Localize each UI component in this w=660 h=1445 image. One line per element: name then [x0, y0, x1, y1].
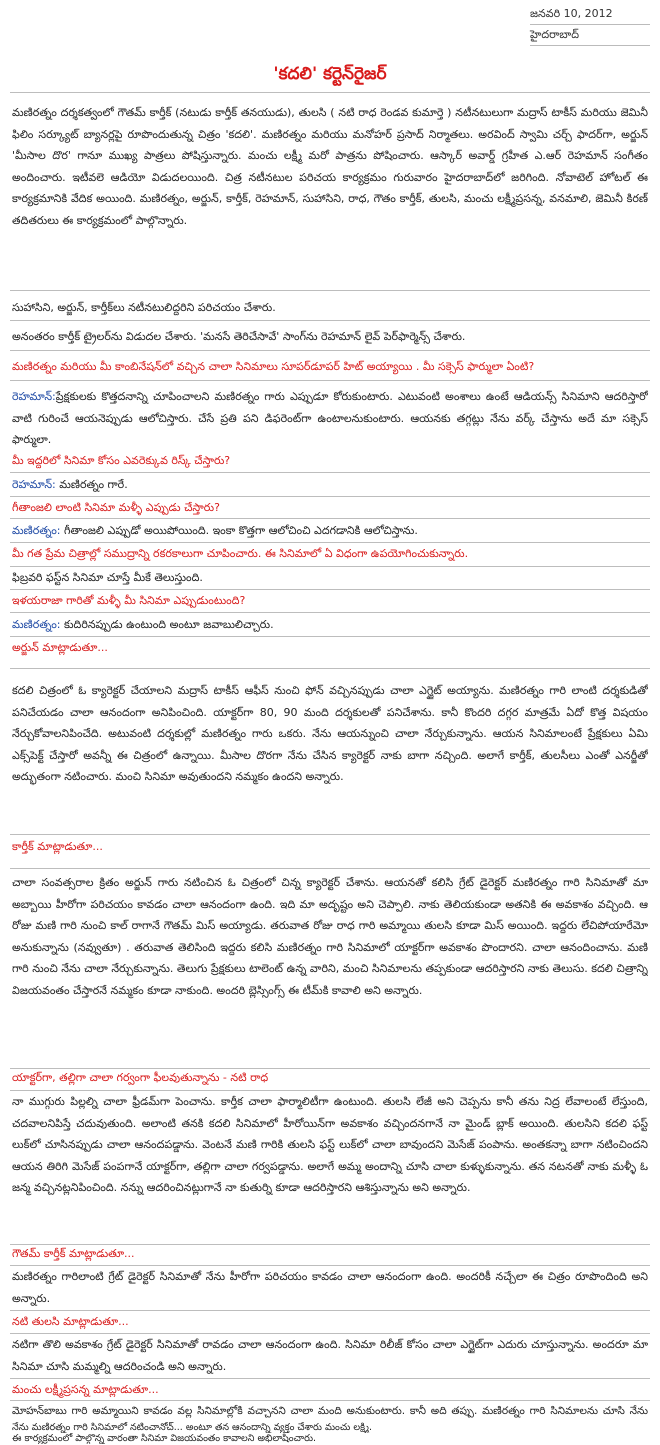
- intro-paragraph-2: సుహాసిని, అర్జున్, కార్తీక్‌లు నటీనటులిద్దరిని పరిచయం చేశారు.: [12, 301, 276, 314]
- answer-text: మణిరత్నం గారే.: [59, 478, 128, 491]
- gautham-paragraph: మణిరత్నం గారిలాంటి గ్రేట్ డైరెక్టర్ సినిమాతో నేను హీరోగా పరిచయం కావడం చాలా ఆనందంగా ఉంది. అందరికీ నచ్చేలా ఈ చిత్రం రూపొందింది అని అన్నారు.: [12, 1270, 648, 1305]
- divider: [10, 92, 650, 93]
- intro-paragraph-3: అనంతరం కార్తీక్ ట్రైలర్‌ను విడుదల చేశారు. 'మనసే తెరిచేసావే' సాంగ్‌ను రెహమాన్ లైవ్ పెర్‌ఫార్మెన్స్ చేశారు.: [12, 330, 466, 343]
- speaker-label: రెహమాన్:: [12, 390, 56, 403]
- answer-3: [12, 520, 648, 542]
- article-title: 'కదలి' కర్టెన్‌రైజర్: [273, 64, 387, 84]
- closing-paragraph: ఈ కార్యక్రమంలో పాల్గొన్న వారంతా సినిమా విజయవంతం కావాలని అభిలాషించారు.: [12, 1433, 317, 1444]
- answer-text: కుదిరినప్పుడు ఉంటుంది అంటూ జవాబులిచ్చారు.: [64, 618, 274, 631]
- article-place: హైదరాబాద్: [530, 25, 650, 46]
- intro-paragraph: మణిరత్నం దర్శకత్వంలో గౌతమ్ కార్తీక్ (నటుడు కార్తీక్ తనయుడు), తులసి ( నటి రాధ రెండవ కుమార్తె ) నటీనటులుగా మద్రాస్ టాకీస్ మరియు జెమినీ ఫిలిం సర్క్యూట్ బ్యానర్లపై రూపొందుతున్న చిత్రం 'కదలి'. మణిరత్నం మరియు మనోహర్ ప్రసాద్ నిర్మాతలు. అరవింద్ స్వామి చర్చ్ ఫాదర్‌గా, అర్జున్ 'మీసాల దొర' గానూ ముఖ్య పాత్రలు పోషిస్తున్నారు. మంచు లక్ష్మీ మరో పాత్రను పోషించారు. ఆస్కార్ అవార్డ్ గ్రహీత ఎ.ఆర్ రెహమాన్ సంగీతం అందించారు. ఇటీవలె ఆడియో విడుదలయింది. చిత్ర నటీనటుల పరిచయ కార్యక్రమం గురువారం హైదరాబాద్‌లో జరిగింది. నోవాటెల్ హోటల్ ఈ కార్యక్రమానికి వేదిక అయింది. మణిరత్నం, అర్జున్, కార్తీక్, రెహమాన్, సుహాసిని, రాధ, గౌతం కార్తీక్, తులసి, మంచు లక్ష్మీప్రసన్న, వనమాలి, జెమినీ కిరణ్ తదితరులు ఈ కార్యక్రమంలో పాల్గొన్నారు.: [12, 106, 648, 227]
- divider: [10, 290, 650, 291]
- radha-heading-name: - నటి రాధ: [219, 1071, 269, 1084]
- divider: [10, 868, 650, 869]
- gautham-heading: గౌతమ్ కార్తీక్ మాట్లాడుతూ...: [12, 1247, 135, 1260]
- karthik-heading: కార్తీక్ మాట్లాడుతూ...: [12, 840, 103, 853]
- answer-text: గీతాంజలి ఎప్పుడో అయిపోయింది. ఇంకా కొత్తగా ఆలోచించి ఎదగడానికి ఆలోచిస్తాను.: [64, 524, 418, 537]
- divider: [10, 320, 650, 321]
- question-5: ఇళయరాజా గారితో మళ్ళీ మీ సినిమా ఎప్పుడుంటుంది?: [12, 594, 246, 607]
- speaker-label: రెహమాన్:: [12, 478, 56, 491]
- divider: [10, 350, 650, 351]
- divider: [10, 472, 650, 473]
- radha-heading: [12, 1067, 648, 1089]
- divider: [10, 380, 650, 381]
- radha-heading-quote: యాక్టర్‌గా, తల్లిగా చాలా గర్వంగా ఫీలవుతున్నాను: [12, 1071, 220, 1084]
- question-1: మణిరత్నం మరియు మీ కాంబినేషన్‌లో వచ్చిన చాలా సినిమాలు సూపర్‌డూపర్ హిట్ అయ్యాయి . మీ సక్సెస్ ఫార్ములా ఏంటి?: [12, 360, 535, 373]
- lakshmi-paragraph: మోహన్‌బాబు గారి అమ్మాయిని కావడం వల్ల సినిమాల్లోకి వచ్చానని చాలా మంది అనుకుంటారు. కానీ అది తప్పు. మణిరత్నం గారి సినిమాలను చూసి నేను: [12, 1405, 648, 1417]
- lakshmi-paragraph-2: నేను మణిరత్నం గారి సినిమాలో నటించానోచ్... అంటూ తన ఆనందాన్ని వ్యక్తం చేశారు మంచు లక్ష్మి.: [12, 1422, 373, 1433]
- speaker-label: మణిరత్నం:: [12, 618, 61, 631]
- question-4: మీ గత ప్రేమ చిత్రాల్లో సముద్రాన్ని రకరకాలుగా చూపించారు. ఈ సినిమాలో ఏ విధంగా ఉపయోగించుకున్నారు.: [12, 547, 469, 560]
- speaker-label: మణిరత్నం:: [12, 524, 61, 537]
- divider: [10, 518, 650, 519]
- question-3: గీతాంజలి లాంటి సినిమా మళ్ళీ ఎప్పుడు చేస్తారు?: [12, 501, 220, 514]
- divider: [10, 834, 650, 835]
- divider: [10, 612, 650, 613]
- answer-4: ఫిబ్రవరి ఫస్ట్‌న సినిమా చూస్తే మీకే తెలుస్తుంది.: [12, 571, 203, 584]
- answer-text: ప్రేక్షకులకు కొత్తదనాన్ని చూపించాలని మణిరత్నం గారు ఎప్పుడూ కోరుకుంటారు. ఎటువంటి అంశాలు ఉంటే ఆడియన్స్ సినిమాని ఆదరిస్తారో వాటి గురించే ఆయనెప్పుడు ఆలోచిస్తారు. చేసే ప్రతి పని డిఫరెంట్‌గా ఉంటాలనుకుంటారు. ఆయనకు తగ్గట్లు నేను వర్క్ చేస్తాను అదే మా సక్సెస్ ఫార్ములా.: [12, 390, 648, 446]
- arjun-paragraph: కదలి చిత్రంలో ఓ క్యారెక్టర్ చేయాలని మద్రాస్ టాకీస్ ఆఫీస్ నుంచి ఫోన్ వచ్చినప్పుడు చాలా ఎగ్జైట్ అయ్యాను. మణిరత్నం గారి లాంటి దర్శకుడితో పనిచేయడం చాలా ఆనందంగా అనిపించింది. యాక్టర్‌గా 80, 90 మంది దర్శకులతో పనిచేశాను. కానీ కొందరి దగ్గర మాత్రమే ఏదో కొత్త విషయం నేర్చుకోవాలనిపించేది. అటువంటి దర్శకుల్లో మణిరత్నం గారు ఒకరు. నేను ఆయన్నుంచి చాలా నేర్చుకున్నాను. ఆయన సినిమాలంటే ప్రేక్షకులు ఏమి ఎక్స్‌పెక్ట్ చేస్తారో అవన్నీ ఈ చిత్రంలో ఉన్నాయి. మీసాల దొరగా నేను చేసిన క్యారెక్టర్ నాకు బాగా నచ్చింది. అలాగే కార్తీక్, తులసీలు ఎంతో ఎనర్జీతో అద్భుతంగా నటించారు. మంచి సినిమా అవుతుందని నమ్మకం ఉందని అన్నారు.: [12, 684, 648, 783]
- answer-2: [12, 474, 648, 496]
- date-block: [530, 4, 650, 46]
- thulasi-heading: నటి తులసి మాట్లాడుతూ...: [12, 1315, 129, 1328]
- answer-1: [12, 386, 648, 450]
- divider: [10, 668, 650, 669]
- arjun-heading: అర్జున్ మాట్లాడుతూ...: [12, 641, 108, 654]
- thulasi-paragraph: నటిగా తొలి అవకాశం గ్రేట్ డైరెక్టర్ సినిమాతో రావడం చాలా ఆనందంగా ఉంది. సినిమా రిలీజ్ కోసం చాలా ఎగ్జైట్‌గా ఎదురు చూస్తున్నాను. అందరూ మా సినిమా చూసి మమ్మల్ని ఆదరించండి అని అన్నారు.: [12, 1338, 648, 1373]
- answer-5: [12, 614, 648, 636]
- karthik-paragraph: చాలా సంవత్సరాల క్రితం అర్జున్ గారు నటించిన ఓ చిత్రంలో చిన్న క్యారెక్టర్ చేశాను. ఆయనతో కలిసి గ్రేట్ డైరెక్టర్ మణిరత్నం గారి సినిమాతో మా అబ్బాయి హీరోగా పరిచయం కావడం చాలా ఆనందంగా ఉంది. ఇది మా అదృష్టం అని చెప్పాలి. నాకు తెలియకుండా అతనికి ఈ అవకాశం వచ్చింది. ఆ రోజు మణి గారి నుంచి కాల్ రాగానే గౌతమ్ మిస్ అయ్యాడు. తరువాత రోజు రాధ గారి అమ్మాయి తులసి కూడా మిస్ అయింది. ఇద్దరు లేచిపోయారేమో అనుకున్నాను (నవ్వుతూ) . తరువాత తెలిసింది ఇద్దరు కలిసి మణిరత్నం గారి సినిమాలో యాక్టర్‌గా అవకాశం పొందారని. చాలా ఆనందించాను. మణి గారి నుంచి నేను చాలా నేర్చుకున్నాను. తెలుగు ప్రేక్షకులు టాలెంట్ ఉన్న వారిని, మంచి సినిమాలను తప్పకుండా ఆదరిస్తారని నాకు తెలుసు. కదలి చిత్రాన్ని విజయవంతం చేస్తారనే నమ్మకం కూడా నాకుంది. అందరి బ్లెస్సింగ్స్ ఈ టీమ్‌కి కావాలి అని అన్నారు.: [12, 876, 648, 997]
- lakshmi-heading: మంచు లక్ష్మీప్రసన్న మాట్లాడుతూ...: [12, 1383, 159, 1396]
- article-date: జనవరి 10, 2012: [530, 4, 650, 25]
- question-2: మీ ఇద్దరిలో సినిమా కోసం ఎవరెక్కువ రిస్క్ చేస్తారు?: [12, 454, 231, 467]
- radha-paragraph: నా ముగ్గురు పిల్లల్ని చాలా ఫ్రీడమ్‌గా పెంచాను. కార్తీక చాలా ఫార్మాలిటీగా ఉంటుంది. తులసి లేజీ అని చెప్పను కానీ తను నిద్ర లేవాలంటే లేస్తుంది, చదవాలనిపిస్తే చదువుతుంది. అలాంటి తనకి కదలి సినిమాలో హీరోయిన్‌గా అవకాశం వచ్చిందనగానే నా మైండ్ బ్లాక్ అయింది. తులసిని కదలి ఫస్ట్ లుక్‌లో చూసినప్పుడు చాలా ఆనందపడ్డాను. వెంటనే మణి గారికి తులసి ఫస్ట్ లుక్‌లో చాలా బావుందని మెసేజ్ పంపాను. అంతకన్నా బాగా నటించిందని ఆయన తిరిగి మెసేజ్ పంపగానే యాక్టర్‌గా, తల్లిగా చాలా గర్వపడ్డాను. అలాగే అమ్మ అందాన్ని చూసి చాలా కుళ్ళుకున్నాను. తన నటనతో నాకు మళ్ళీ ఓ జన్మ వచ్చినట్లనిపించింది. నన్ను ఆదరించినట్లుగానే నా కుతుర్ని కూడా ఆదరిస్తారని ఆశిస్తున్నాను అని అన్నారు.: [12, 1095, 648, 1194]
